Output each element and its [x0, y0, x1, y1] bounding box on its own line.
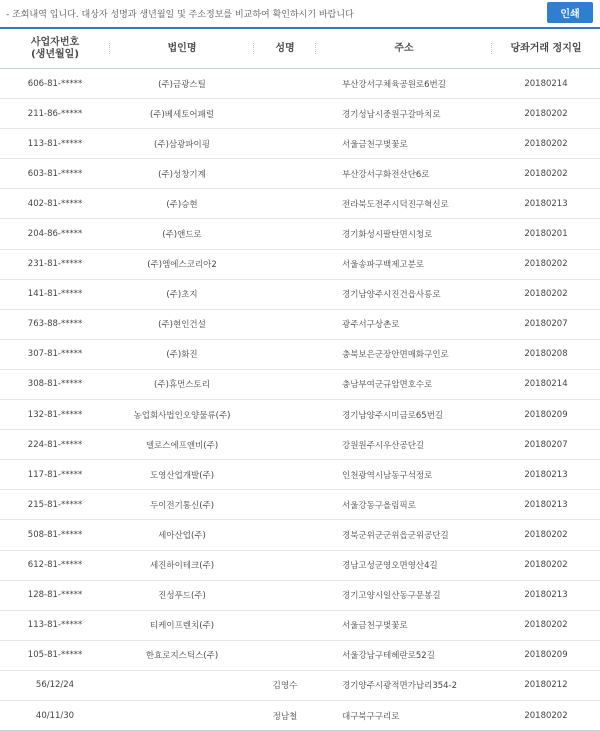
cell-biz-number: 606-81-***** [27, 78, 83, 89]
cell-biz-number: 113-81-***** [27, 138, 83, 149]
cell-person-name: 정남철 [272, 711, 298, 722]
column-header-corp-name: 법인명 [110, 29, 254, 68]
cell-suspension-date: 20180213 [524, 590, 568, 601]
cell-corp-name: 델로스에프앤비(주) [145, 440, 219, 451]
cell-person-name [254, 159, 316, 188]
cell-biz-number: 603-81-***** [27, 168, 83, 179]
cell-biz-number: 132-81-***** [27, 409, 83, 420]
table-row [0, 219, 600, 249]
cell-biz-number: 612-81-***** [27, 560, 83, 571]
cell-corp-name: (주)앤드로 [162, 230, 202, 241]
table-row [0, 671, 600, 701]
cell-person-name [254, 400, 316, 429]
cell-biz-number: 141-81-***** [27, 289, 83, 300]
cell-corp-name: (주)휴먼스토리 [154, 380, 210, 391]
cell-biz-number: 224-81-***** [27, 439, 83, 450]
cell-corp-name [110, 701, 254, 730]
cell-address: 경기성남시중원구갈마치로 [342, 109, 441, 120]
cell-biz-number: 231-81-***** [27, 259, 83, 270]
cell-suspension-date: 20180201 [524, 229, 568, 240]
table-row [0, 99, 600, 129]
cell-person-name [254, 551, 316, 580]
cell-person-name [254, 611, 316, 640]
cell-biz-number: 56/12/24 [35, 680, 75, 691]
table-row [0, 370, 600, 400]
cell-suspension-date: 20180213 [524, 499, 568, 510]
cell-biz-number: 40/11/30 [35, 710, 75, 721]
cell-address: 부산강서구체육공원로6번길 [342, 79, 446, 90]
cell-corp-name: (주)베세토어패럴 [149, 109, 215, 120]
cell-address: 경남고성군영오면영산4길 [342, 561, 438, 572]
cell-suspension-date: 20180202 [524, 560, 568, 571]
cell-address: 부산강서구화전산단6로 [342, 169, 430, 180]
cell-address: 경북군위군군위읍군위공단길 [342, 530, 449, 541]
cell-person-name [254, 99, 316, 128]
cell-address: 경기화성시팔탄면시청로 [342, 230, 433, 241]
cell-corp-name: 두이전기통신(주) [149, 500, 215, 511]
cell-person-name [254, 641, 316, 670]
cell-biz-number: 215-81-***** [27, 499, 83, 510]
cell-address: 충남부여군규암면호수로 [342, 380, 433, 391]
cell-suspension-date: 20180202 [524, 620, 568, 631]
cell-suspension-date: 20180214 [524, 78, 568, 89]
table-row [0, 460, 600, 490]
cell-suspension-date: 20180209 [524, 650, 568, 661]
table-row [0, 159, 600, 189]
cell-corp-name [110, 671, 254, 700]
cell-corp-name: 도영산업개발(주) [149, 470, 215, 481]
table-row [0, 490, 600, 520]
cell-address: 서울금천구벚꽃로 [342, 621, 408, 632]
cell-person-name [254, 219, 316, 248]
table-row [0, 129, 600, 159]
cell-person-name: 김영수 [272, 681, 298, 692]
cell-suspension-date: 20180207 [524, 439, 568, 450]
cell-person-name [254, 340, 316, 369]
table-row [0, 400, 600, 430]
column-header-suspension-date: 당좌거래 정지일 [510, 42, 582, 54]
table-row [0, 430, 600, 460]
cell-suspension-date: 20180212 [524, 680, 568, 691]
cell-corp-name: (주)성창기계 [158, 169, 206, 180]
cell-suspension-date: 20180202 [524, 710, 568, 721]
table-body [0, 69, 600, 731]
cell-suspension-date: 20180202 [524, 138, 568, 149]
cell-suspension-date: 20180202 [524, 168, 568, 179]
cell-biz-number: 308-81-***** [27, 379, 83, 390]
cell-person-name [254, 69, 316, 98]
cell-corp-name: 티케이프렌치(주) [149, 621, 215, 632]
column-header-person-name: 성명 [254, 29, 316, 68]
cell-address: 강원원주시우산공단길 [342, 440, 425, 451]
cell-address: 경기고양시일산동구문봉길 [342, 591, 441, 602]
table-row [0, 69, 600, 99]
cell-person-name [254, 490, 316, 519]
table-row [0, 701, 600, 731]
cell-person-name [254, 520, 316, 549]
cell-biz-number: 508-81-***** [27, 529, 83, 540]
cell-suspension-date: 20180213 [524, 198, 568, 209]
cell-corp-name: (주)승현 [166, 199, 198, 210]
print-button[interactable]: 인쇄 [547, 2, 593, 23]
cell-biz-number: 402-81-***** [27, 198, 83, 209]
table-row [0, 310, 600, 340]
cell-address: 충북보은군장안면매화구인로 [342, 350, 449, 361]
cell-address: 대구북구구리로 [342, 711, 400, 722]
result-table [0, 27, 600, 731]
table-row [0, 280, 600, 310]
cell-address: 서울송파구백제고분로 [342, 260, 425, 271]
column-header-address: 주소 [316, 29, 492, 68]
cell-address: 서울강동구올림픽로 [342, 500, 416, 511]
cell-biz-number: 117-81-***** [27, 469, 83, 480]
table-row [0, 340, 600, 370]
cell-corp-name: (주)금광스틸 [158, 79, 206, 90]
cell-corp-name: 한효로지스틱스(주) [145, 651, 219, 662]
cell-corp-name: 세아산업(주) [158, 530, 206, 541]
cell-corp-name: (주)엠에스코리아2 [147, 260, 217, 271]
cell-biz-number: 763-88-***** [27, 319, 83, 330]
cell-person-name [254, 430, 316, 459]
cell-biz-number: 128-81-***** [27, 590, 83, 601]
cell-person-name [254, 310, 316, 339]
cell-corp-name: (주)삼광파이핑 [154, 139, 210, 150]
cell-corp-name: 세진하이테크(주) [149, 561, 215, 572]
cell-person-name [254, 189, 316, 218]
top-bar [0, 0, 600, 26]
cell-suspension-date: 20180202 [524, 289, 568, 300]
table-row [0, 520, 600, 550]
cell-person-name [254, 129, 316, 158]
cell-suspension-date: 20180209 [524, 409, 568, 420]
cell-address: 서울강남구테헤란로52길 [342, 651, 435, 662]
cell-biz-number: 204-86-***** [27, 229, 83, 240]
cell-person-name [254, 581, 316, 610]
cell-corp-name: 농업회사법인오양물류(주) [133, 410, 231, 421]
cell-corp-name: (주)초지 [166, 290, 198, 301]
cell-suspension-date: 20180202 [524, 259, 568, 270]
cell-address: 광주서구상촌로 [342, 320, 400, 331]
cell-person-name [254, 460, 316, 489]
cell-person-name [254, 280, 316, 309]
cell-corp-name: 진성푸드(주) [158, 591, 206, 602]
cell-biz-number: 105-81-***** [27, 650, 83, 661]
table-row [0, 641, 600, 671]
cell-address: 경기양주시광적면가납리354-2 [342, 681, 458, 692]
cell-suspension-date: 20180208 [524, 349, 568, 360]
cell-address: 인천광역시남동구석정로 [342, 470, 433, 481]
cell-suspension-date: 20180202 [524, 529, 568, 540]
cell-address: 전라북도전주시덕진구혁신로 [342, 199, 449, 210]
cell-corp-name: (주)화진 [166, 350, 198, 361]
table-header [0, 29, 600, 69]
cell-suspension-date: 20180213 [524, 469, 568, 480]
cell-corp-name: (주)현인건설 [158, 320, 206, 331]
cell-person-name [254, 250, 316, 279]
table-row [0, 551, 600, 581]
table-row [0, 189, 600, 219]
table-row [0, 250, 600, 280]
cell-person-name [254, 370, 316, 399]
cell-biz-number: 113-81-***** [27, 620, 83, 631]
cell-address: 경기남양주시진건읍사릉로 [342, 290, 441, 301]
cell-address: 서울금천구벚꽃로 [342, 139, 408, 150]
table-row [0, 611, 600, 641]
table-row [0, 581, 600, 611]
cell-suspension-date: 20180207 [524, 319, 568, 330]
column-header-biz-number: 사업자번호 (생년월일) [0, 29, 110, 68]
cell-address: 경기남양주시미금로65번길 [342, 410, 444, 421]
cell-suspension-date: 20180202 [524, 108, 568, 119]
cell-biz-number: 307-81-***** [27, 349, 83, 360]
notice-text: - 조회내역 입니다. 대상자 성명과 생년월일 및 주소정보를 비교하여 확인하시기 바랍니다 [6, 10, 354, 20]
cell-biz-number: 211-86-***** [27, 108, 83, 119]
cell-suspension-date: 20180214 [524, 379, 568, 390]
